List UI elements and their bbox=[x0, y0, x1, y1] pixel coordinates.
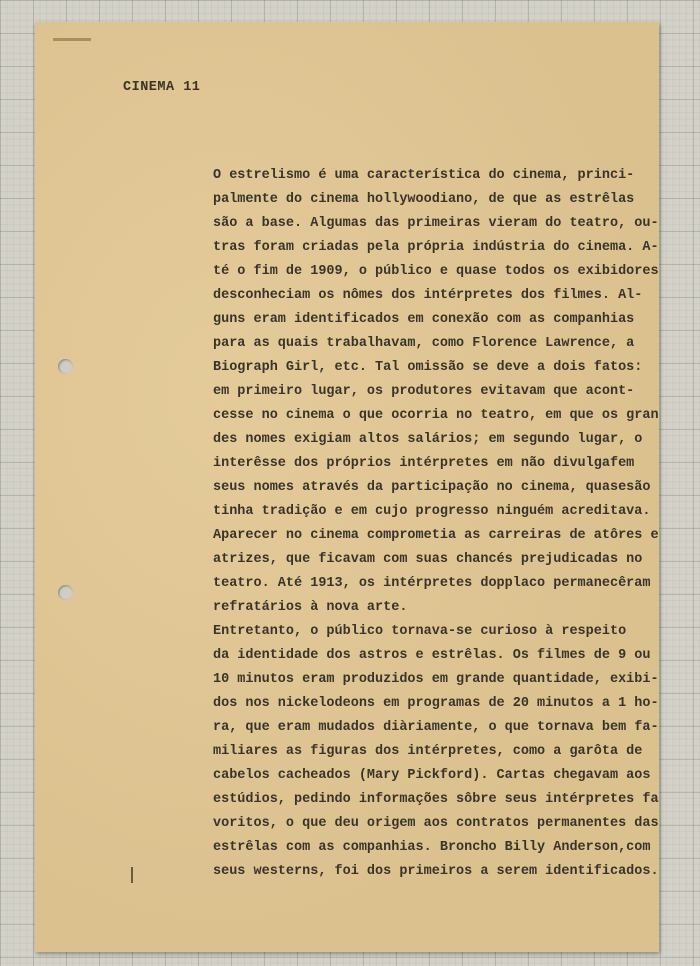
paragraph2-line: Entretanto, o público tornava-se curioso à respeito bbox=[213, 624, 627, 639]
paragraph2-line: seus westerns, foi dos primeiros a serem identificados. bbox=[213, 864, 659, 879]
paragraph1-line: tinha tradição e em cujo progresso ninguém acreditava. bbox=[213, 504, 651, 519]
paragraph1-line: são a base. Algumas das primeiras vieram do teatro, ou- bbox=[213, 216, 659, 231]
corner-mark bbox=[53, 38, 91, 41]
paragraph1-line: interêsse dos próprios intérpretes em não divulgafem bbox=[213, 456, 635, 471]
paragraph2-line: ra, que eram mudados diàriamente, o que tornava bem fa- bbox=[213, 720, 659, 735]
paragraph1-line: des nomes exigiam altos salários; em segundo lugar, o bbox=[213, 432, 643, 447]
paragraph1-line: atrizes, que ficavam com suas chancés prejudicadas no bbox=[213, 552, 643, 567]
paragraph1-line: seus nomes através da participação no cinema, quasesão bbox=[213, 480, 651, 495]
page-header: CINEMA 11 bbox=[123, 80, 201, 95]
paragraph1-line: tras foram criadas pela própria indústria do cinema. A- bbox=[213, 240, 659, 255]
paragraph1-line: palmente do cinema hollywoodiano, de que as estrêlas bbox=[213, 192, 635, 207]
paragraph1-line: guns eram identificados em conexão com as companhias bbox=[213, 312, 635, 327]
paragraph1-line: cesse no cinema o que ocorria no teatro, em que os gran bbox=[213, 408, 659, 423]
punch-hole-bottom bbox=[58, 585, 73, 600]
paragraph1-line: para as quais trabalhavam, como Florence Lawrence, a bbox=[213, 336, 635, 351]
paragraph1-line: refratários à nova arte. bbox=[213, 600, 408, 615]
paragraph2-line: dos nos nickelodeons em programas de 20 minutos a 1 ho- bbox=[213, 696, 659, 711]
paragraph1-line: Biograph Girl, etc. Tal omissão se deve a dois fatos: bbox=[213, 360, 643, 375]
punch-hole-top bbox=[58, 359, 73, 374]
paragraph2-line: da identidade dos astros e estrêlas. Os filmes de 9 ou bbox=[213, 648, 651, 663]
typewritten-page bbox=[35, 22, 659, 952]
paragraph2-line: miliares as figuras dos intérpretes, como a garôta de bbox=[213, 744, 643, 759]
paragraph1-line: desconheciam os nômes dos intérpretes dos filmes. Al- bbox=[213, 288, 643, 303]
paragraph2-line: voritos, o que deu origem aos contratos permanentes das bbox=[213, 816, 659, 831]
paragraph1-line: em primeiro lugar, os produtores evitavam que acont- bbox=[213, 384, 635, 399]
paragraph1-line: té o fim de 1909, o público e quase todos os exibidores bbox=[213, 264, 659, 279]
paragraph1-line: Aparecer no cinema comprometia as carreiras de atôres e bbox=[213, 528, 659, 543]
paragraph1-line: O estrelismo é uma característica do cinema, princi- bbox=[213, 168, 635, 183]
paragraph2-line: estrêlas com as companhias. Broncho Billy Anderson,com bbox=[213, 840, 651, 855]
margin-mark bbox=[131, 867, 133, 883]
paragraph2-line: cabelos cacheados (Mary Pickford). Cartas chegavam aos bbox=[213, 768, 651, 783]
body-text bbox=[213, 164, 659, 884]
paragraph2-line: estúdios, pedindo informações sôbre seus intérpretes fa bbox=[213, 792, 659, 807]
paragraph2-line: 10 minutos eram produzidos em grande quantidade, exibi- bbox=[213, 672, 659, 687]
paragraph1-line: teatro. Até 1913, os intérpretes dopplaco permanecêram bbox=[213, 576, 651, 591]
